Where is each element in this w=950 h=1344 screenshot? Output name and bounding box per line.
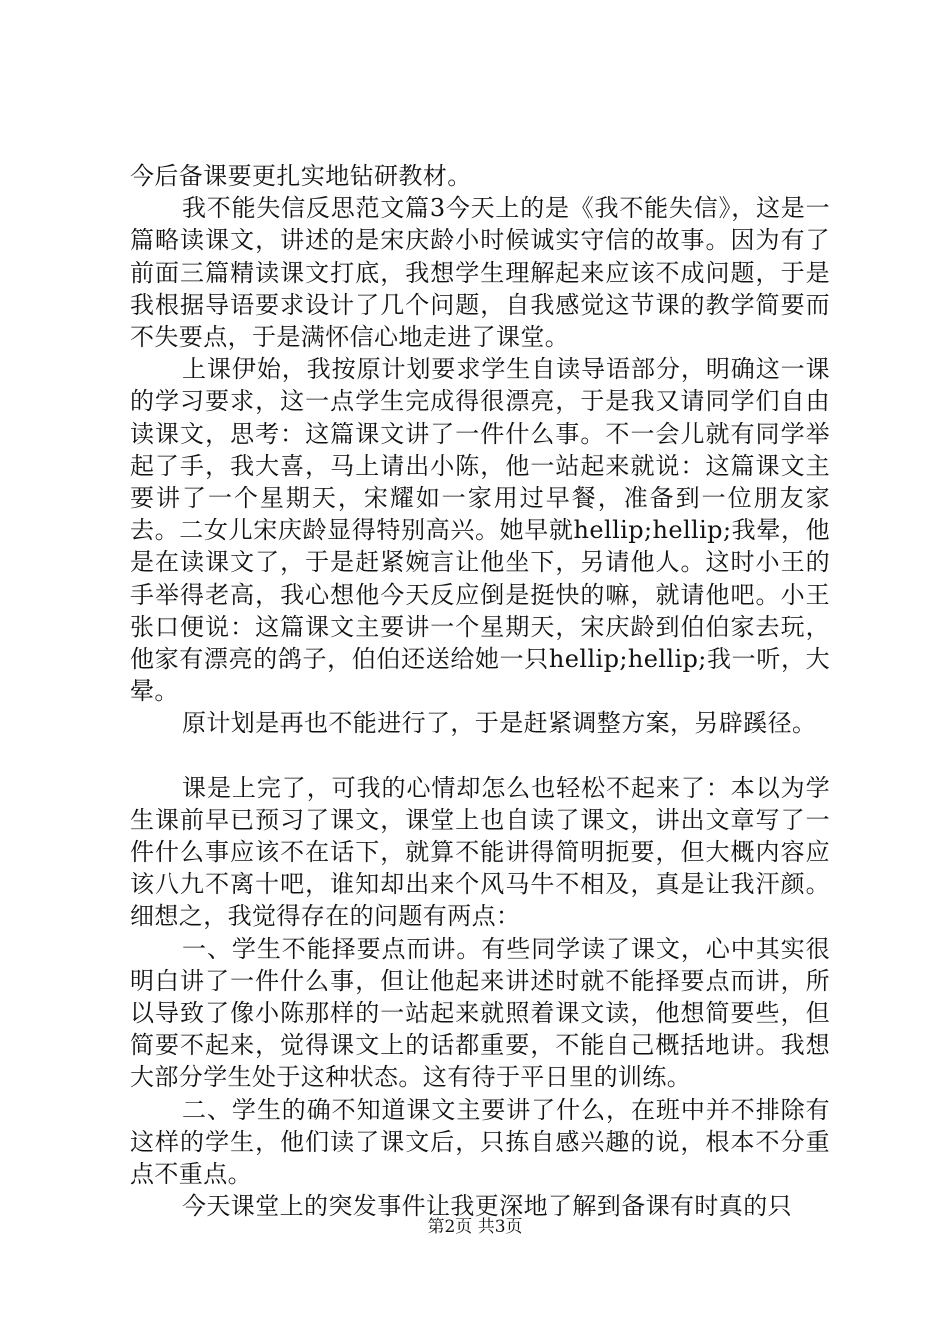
paragraph-intro: 我不能失信反思范文篇3今天上的是《我不能失信》，这是一篇略读课文，讲述的是宋庆龄小时候诚实守信的故事。因为有了前面三篇精读课文打底，我想学生理解起来应该不成问题，于是我根据导语要求设计了几个问题，自我感觉这节课的教学简要而不失要点，于是满怀信心地走进了课堂。 bbox=[130, 194, 830, 352]
paragraph-point-one: 一、学生不能择要点而讲。有些同学读了课文，心中其实很明白讲了一件什么事，但让他起来讲述时就不能择要点而讲，所以导致了像小陈那样的一站起来就照着课文读，他想简要些，但简要不起来，觉得课文上的话都重要，不能自己概括地讲。我想大部分学生处于这种状态。这有待于平日里的训练。 bbox=[130, 934, 830, 1092]
paragraph-class-story: 上课伊始，我按原计划要求学生自读导语部分，明确这一课的学习要求，这一点学生完成得很漂亮，于是我又请同学们自由读课文，思考：这篇课文讲了一件什么事。不一会儿就有同学举起了手，我大喜，马上请出小陈，他一站起来就说：这篇课文主要讲了一个星期天，宋耀如一家用过早餐，准备到一位朋友家去。二女儿宋庆龄显得特别高兴。她早就hellip;hellip;我晕，他是在读课文了，于是赶紧婉言让他坐下，另请他人。这时小王的手举得老高，我心想他今天反应倒是挺快的嘛，就请他吧。小王张口便说：这篇课文主要讲一个星期天，宋庆龄到伯伯家去玩，他家有漂亮的鸽子，伯伯还送给她一只hellip;hellip;我一听，大晕。 bbox=[130, 355, 830, 706]
paragraph-point-two: 二、学生的确不知道课文主要讲了什么，在班中并不排除有这样的学生，他们读了课文后，只拣自感兴趣的说，根本不分重点不重点。 bbox=[130, 1095, 830, 1189]
document-body bbox=[130, 160, 830, 1223]
page-number-footer: 第2页 共3页 bbox=[427, 1217, 523, 1237]
paragraph-continuation: 今后备课要更扎实地钻研教材。 bbox=[130, 162, 472, 190]
paragraph-reflection: 课是上完了，可我的心情却怎么也轻松不起来了：本以为学生课前早已预习了课文，课堂上也自读了课文，讲出文章写了一件什么事应该不在话下，就算不能讲得简明扼要，但大概内容应该八九不离十吧，谁知却出来个风马牛不相及，真是让我汗颜。细想之，我觉得存在的问题有两点： bbox=[130, 773, 830, 931]
paragraph-conclusion: 今天课堂上的突发事件让我更深地了解到备课有时真的只 bbox=[182, 1192, 792, 1221]
paragraph-plan-change: 原计划是再也不能进行了，于是赶紧调整方案，另辟蹊径。 bbox=[182, 709, 817, 738]
